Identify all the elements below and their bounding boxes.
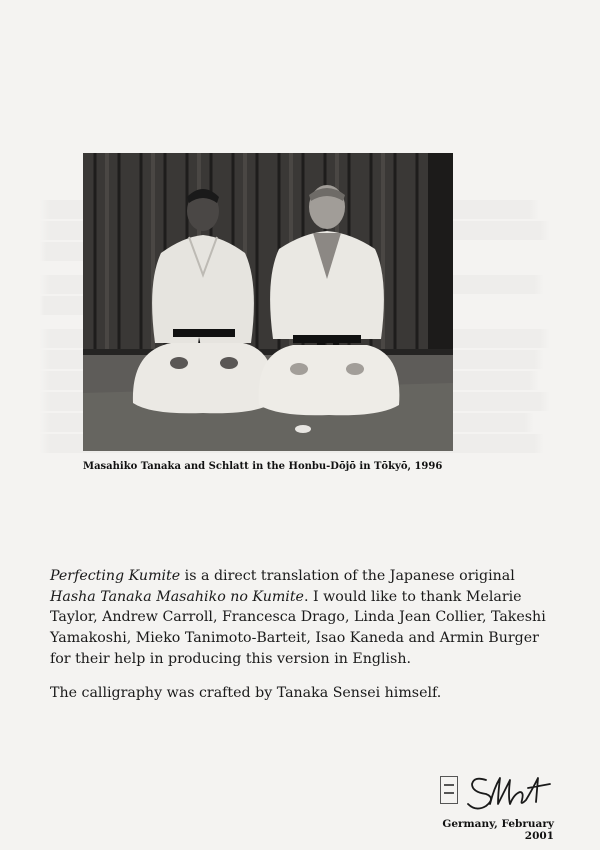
paragraph-calligraphy: The calligraphy was crafted by Tanaka Sensei himself.: [50, 684, 442, 701]
photo-illustration: [83, 153, 453, 451]
paragraph-translation-credits: [50, 566, 560, 670]
place-and-date: Germany, February 2001: [442, 818, 554, 842]
photo-caption: Masahiko Tanaka and Schlatt in the Honbu-Dōjō in Tōkyō, 1996: [83, 461, 443, 472]
book-title-japanese: Hasha Tanaka Masahiko no Kumite: [50, 588, 304, 605]
paragraph-text: is a direct translation of the Japanese original: [180, 568, 515, 584]
paragraph-text: . I would like to thank Melarie Taylor, Andrew Carroll, Francesca Drago, Linda Jean Collier, Takeshi Yamakoshi, Mieko Tanimoto-Barteit, Isao Kaneda and Armin Burger for their help in producing this version in English.: [50, 588, 546, 667]
handwritten-signature: [464, 770, 554, 814]
acknowledgement-text: [50, 566, 560, 703]
seal-stamp-icon: [440, 776, 458, 804]
dojo-photograph: [83, 153, 453, 451]
book-title-english: Perfecting Kumite: [50, 568, 181, 584]
